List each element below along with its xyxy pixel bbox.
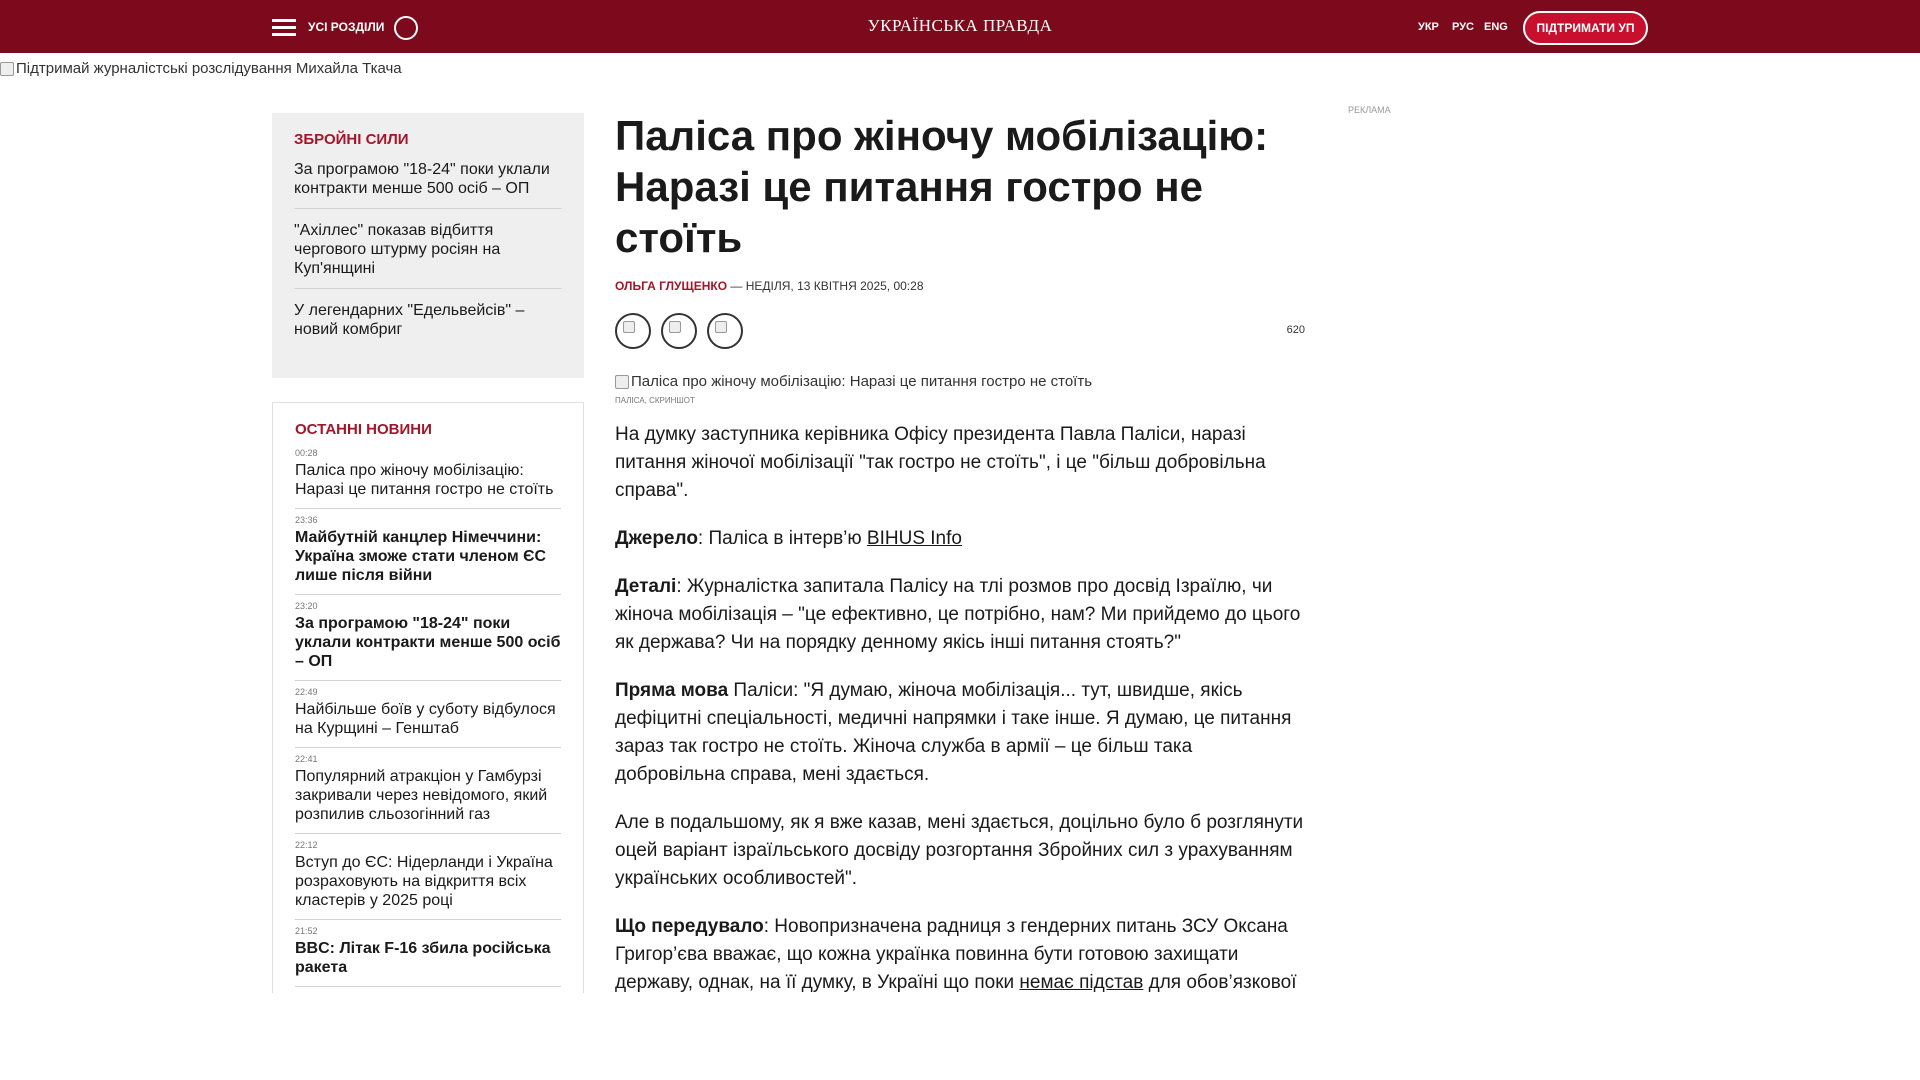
news-time: 21:52 <box>295 926 318 936</box>
image-alt-text: Паліса про жіночу мобілізацію: Наразі це питання гостро не стоїть <box>631 373 1093 390</box>
news-time: 22:12 <box>295 840 318 850</box>
paragraph <box>615 525 1305 553</box>
paragraph: Але в подальшому, як я вже казав, мені здається, доцільно було б розглянути оцей варіант ізраїльського досвіду розгортання Збройних сил з урахуванням українських особливостей". <box>615 812 1304 889</box>
view-count: 620 <box>1286 324 1305 336</box>
byline-separator: — <box>727 279 746 293</box>
article-title: Паліса про жіночу мобілізацію: Наразі це питання гостро не стоїть <box>615 112 1269 261</box>
paragraph-label: Що передувало <box>615 916 764 937</box>
lang-ukr-link[interactable]: УКР <box>1418 21 1439 33</box>
share-twitter-icon[interactable] <box>661 313 697 349</box>
paragraph <box>615 573 1305 657</box>
promo-banner[interactable] <box>0 60 402 77</box>
news-title[interactable]: За програмою "18-24" поки уклали контракти менше 500 осіб – ОП <box>295 615 561 670</box>
banner-alt-text: Підтримай журналістські розслідування Михайла Ткача <box>16 60 402 77</box>
news-time: 00:28 <box>295 448 318 458</box>
paragraph-text: : Паліса в інтерв’ю <box>697 528 867 549</box>
latest-news-title[interactable]: ОСТАННІ НОВИНИ <box>295 421 432 438</box>
image-caption: ПАЛІСА, СКРИНШОТ <box>615 396 695 405</box>
list-item[interactable]: "Ахіллес" показав відбиття чергового штурму росіян на Куп'янщині <box>294 209 562 289</box>
site-logo[interactable]: УКРАЇНСЬКА ПРАВДА <box>867 16 1053 35</box>
paragraph-text: для обов’язкової <box>1148 972 1297 993</box>
news-title[interactable]: Паліса про жіночу мобілізацію: Наразі це питання гостро не стоїть <box>295 462 554 498</box>
box-title[interactable]: ЗБРОЙНІ СИЛИ <box>294 131 409 148</box>
article-date: НЕДІЛЯ, 13 КВІТНЯ 2025, 00:28 <box>745 279 924 293</box>
search-icon[interactable] <box>394 16 418 40</box>
paragraph <box>615 677 1305 789</box>
right-ad-label: РЕКЛАМА <box>1348 105 1391 115</box>
news-item[interactable] <box>295 681 561 748</box>
article <box>615 110 1305 1065</box>
share-facebook-icon[interactable] <box>615 313 651 349</box>
support-button[interactable]: ПІДТРИМАТИ УП <box>1523 11 1648 45</box>
share-telegram-icon[interactable] <box>707 313 743 349</box>
paragraph-text: : Журналістка запитала Палісу на тлі розмов про досвід Ізраїлю, чи жіноча мобілізація – "це ефективно, це потрібно, нам? Ми прийдемо до цього як держава? Чи на порядку денному якісь інші питання стоять?" <box>615 576 1301 653</box>
list-item[interactable]: За програмою "18-24" поки уклали контракти менше 500 осіб – ОП <box>294 148 562 209</box>
lang-eng-link[interactable]: ENG <box>1484 21 1508 33</box>
news-item[interactable] <box>295 834 561 920</box>
list-item[interactable]: У легендарних "Едельвейсів" – новий комбриг <box>294 302 525 338</box>
blank-area <box>0 993 1920 1080</box>
paragraph: На думку заступника керівника Офісу президента Павла Паліси, наразі питання жіночої мобілізації "так гостро не стоїть", і це "більш добровільна справа". <box>615 424 1266 501</box>
share-row <box>615 313 1305 349</box>
news-title[interactable]: Найбільше боїв у суботу відбулося на Курщині – Генштаб <box>295 701 556 737</box>
news-title[interactable]: Популярний атракціон у Гамбурзі закривали через невідомого, який розпилив сльозогінний газ <box>295 768 548 823</box>
menu-icon[interactable] <box>272 19 296 36</box>
bihus-info-link[interactable]: BIHUS Info <box>866 528 962 549</box>
paragraph-label: Джерело <box>615 528 698 549</box>
article-byline <box>615 279 1305 293</box>
news-title[interactable]: Майбутній канцлер Німеччини: Україна зможе стати членом ЄС лише після війни <box>295 529 547 584</box>
no-grounds-link[interactable]: немає підстав <box>1019 972 1144 993</box>
news-item[interactable] <box>295 442 561 509</box>
all-sections-link[interactable]: УСІ РОЗДІЛИ <box>308 20 385 34</box>
latest-news-box <box>272 402 584 1002</box>
broken-image-icon <box>0 62 14 76</box>
site-header <box>0 0 1920 53</box>
lang-rus-link[interactable]: РУС <box>1452 21 1474 33</box>
paragraph-text: Паліси: "Я думаю, жіноча мобілізація... тут, швидше, якісь дефіцитні спеціальності, медичні напрямки і таке інше. Я думаю, це питання зараз так гостро не стоїть. Жіноча служба в армії – це більш така добровільна справа, мені здається. <box>615 680 1292 785</box>
news-item[interactable] <box>295 509 561 595</box>
article-image <box>615 373 1305 390</box>
news-time: 23:36 <box>295 515 318 525</box>
news-title[interactable]: BBC: Літак F-16 збила російська ракета <box>295 940 551 976</box>
author-link[interactable]: ОЛЬГА ГЛУЩЕНКО <box>615 279 728 293</box>
news-time: 23:20 <box>295 601 318 611</box>
broken-image-icon <box>615 375 629 389</box>
news-time: 22:49 <box>295 687 318 697</box>
news-title[interactable]: Вступ до ЄС: Нідерланди і Україна розраховують на відкриття всіх кластерів у 2025 році <box>295 854 553 909</box>
armed-forces-box <box>272 113 584 378</box>
news-item[interactable] <box>295 595 561 681</box>
paragraph-label: Деталі <box>615 576 677 597</box>
paragraph-text: : Новопризначена радниця з гендерних питань ЗСУ Оксана Григор’єва вважає, що кожна українка повинна бути готовою захищати державу, однак, на її думку, в Україні що поки <box>615 916 1288 993</box>
news-item[interactable] <box>295 748 561 834</box>
news-item[interactable] <box>295 920 561 987</box>
paragraph-label: Пряма мова <box>615 680 729 701</box>
news-time: 22:41 <box>295 754 318 764</box>
